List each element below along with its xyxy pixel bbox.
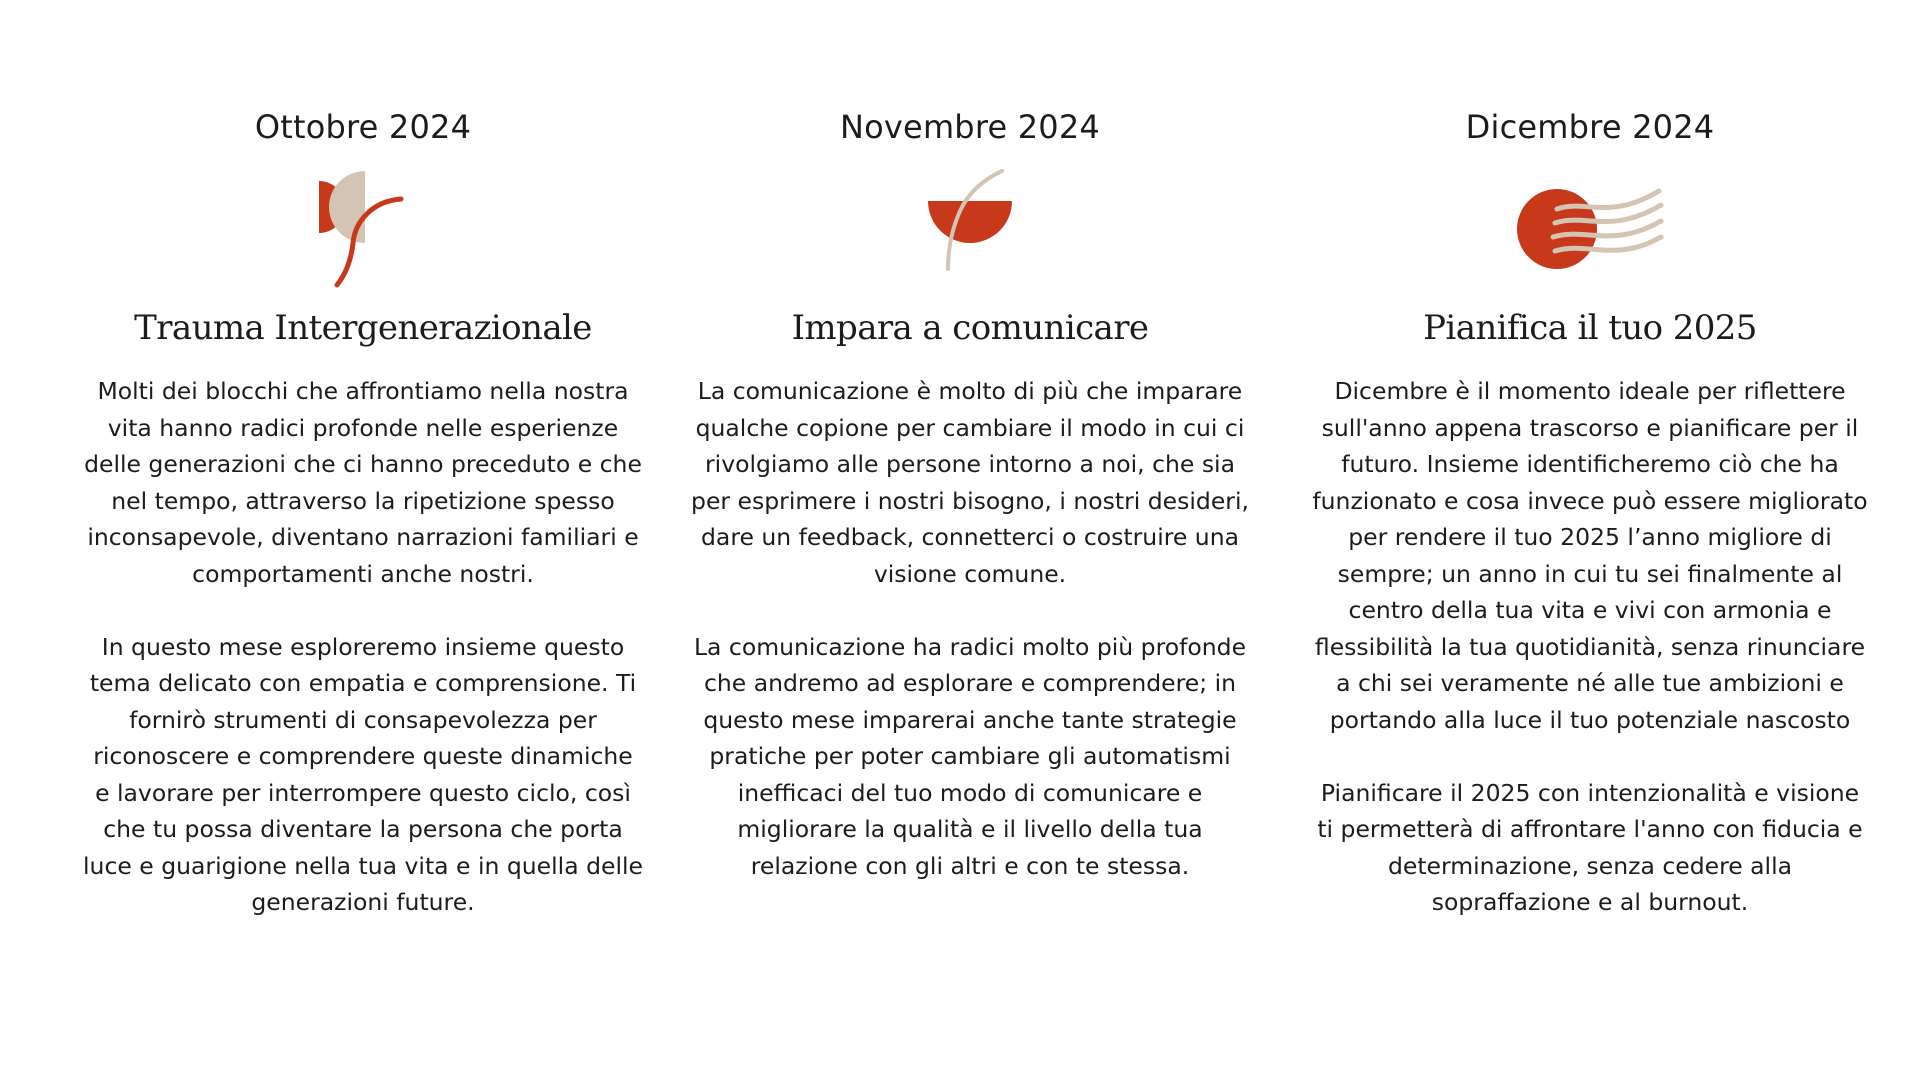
description-paragraph: Pianificare il 2025 con intenzionalità e visione ti permetterà di affrontare l'anno con fiducia e determinazione, senza cedere alla sopraffazione e al burnout. [1317, 778, 1863, 916]
half-circles-swoosh-icon [83, 169, 643, 289]
description-paragraph: In questo mese esploreremo insieme questo tema delicato con empatia e comprensione. Ti fornirò strumenti di consapevolezza per riconoscere e comprendere queste dinamiche e lavorare per interrompere questo ciclo, così che tu possa diventare la persona che porta luce e guarigione nella tua vita e in quella delle generazioni future. [83, 632, 643, 916]
description [83, 373, 643, 921]
topic-title: Trauma Intergenerazionale [134, 308, 592, 348]
month-column-november [690, 105, 1250, 884]
month-heading: Ottobre 2024 [254, 108, 472, 146]
description [1310, 373, 1870, 921]
month-heading: Novembre 2024 [840, 108, 1100, 146]
month-column-october [83, 105, 643, 921]
sun-waves-icon [1310, 169, 1870, 289]
description-paragraph: Dicembre è il momento ideale per riflettere sull'anno appena trascorso e pianificare per il futuro. Insieme identificheremo ciò che ha funzionato e cosa invece può essere migliorato per rendere il tuo 2025 l’anno migliore di sempre; un anno in cui tu sei finalmente al centro della tua vita e vivi con armonia e flessibilità la tua quotidianità, senza rinunciare a chi sei veramente né alle tue ambizioni e portando alla luce il tuo potenziale nascosto [1312, 377, 1868, 734]
month-heading: Dicembre 2024 [1465, 108, 1715, 146]
description-paragraph: La comunicazione ha radici molto più profonde che andremo ad esplorare e comprendere; in questo mese imparerai anche tante strategie pratiche per poter cambiare gli automatismi inefficaci del tuo modo di comunicare e migliorare la qualità e il livello della tua relazione con gli altri e con te stessa. [693, 632, 1247, 880]
topic-title: Impara a comunicare [791, 308, 1149, 348]
month-column-december [1310, 105, 1870, 921]
bowl-swoosh-icon [690, 169, 1250, 289]
description-paragraph: Molti dei blocchi che affrontiamo nella nostra vita hanno radici profonde nelle esperienze delle generazioni che ci hanno preceduto e che nel tempo, attraverso la ripetizione spesso inconsapevole, diventano narrazioni familiari e comportamenti anche nostri. [84, 377, 642, 588]
description-paragraph: La comunicazione è molto di più che imparare qualche copione per cambiare il modo in cui ci rivolgiamo alle persone intorno a noi, che sia per esprimere i nostri bisogno, i nostri desideri, dare un feedback, connetterci o costruire una visione comune. [691, 377, 1249, 588]
description [690, 373, 1250, 884]
topic-title: Pianifica il tuo 2025 [1423, 308, 1757, 348]
